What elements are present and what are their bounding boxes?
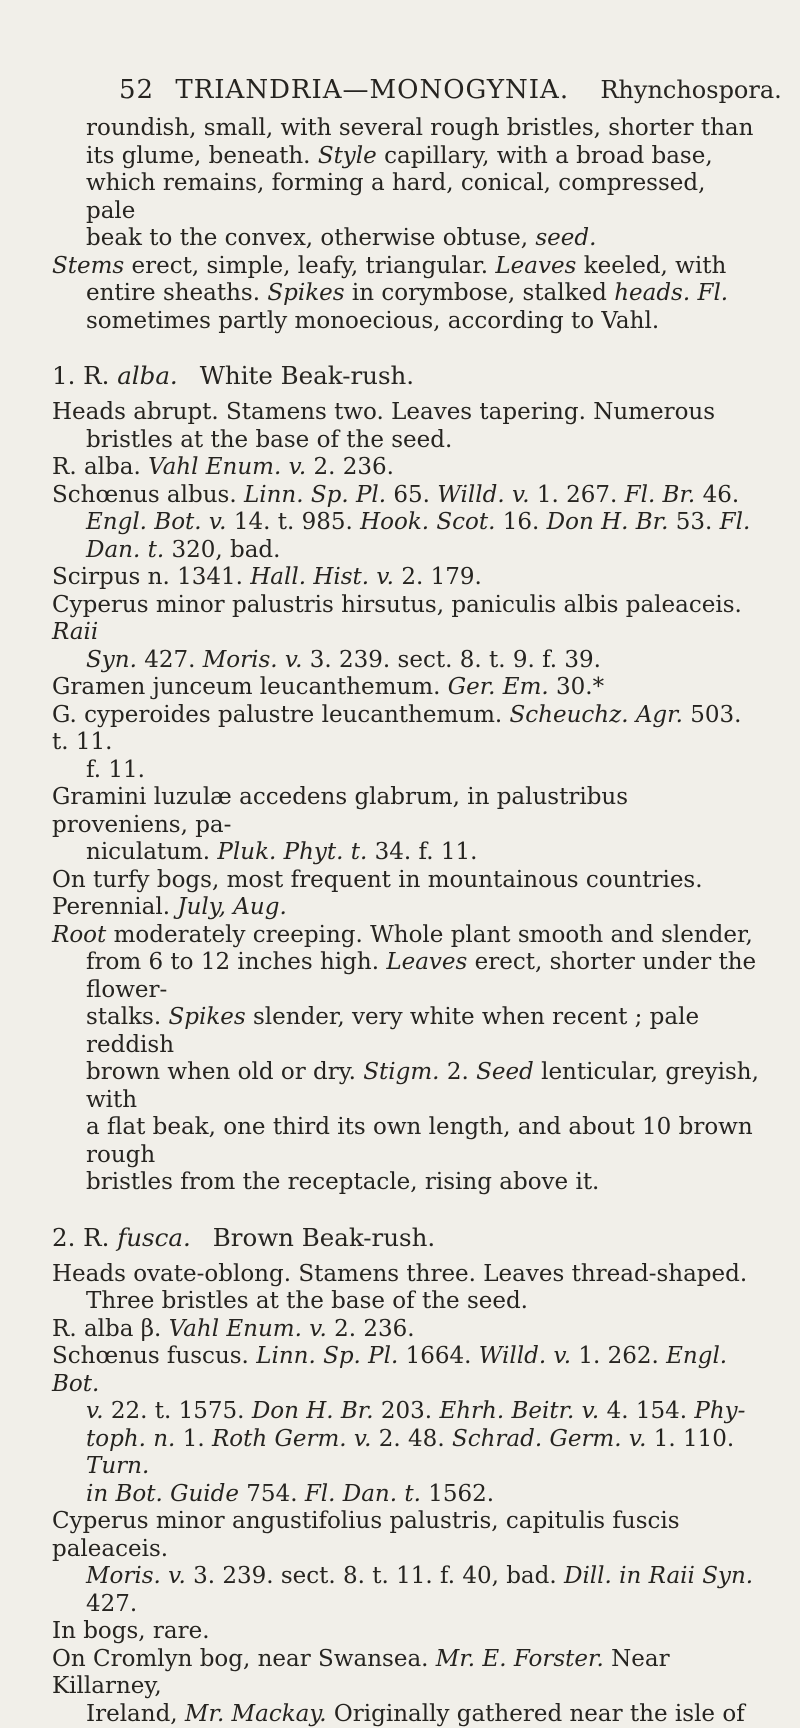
text-line: entire sheaths. Spikes in corymbose, stalked heads. Fl. bbox=[52, 280, 760, 308]
locality-line: Ireland, Mr. Mackay. Originally gathered near the isle of bbox=[52, 1701, 760, 1728]
species-entry-fusca bbox=[52, 1223, 760, 1728]
species-entry-alba bbox=[52, 361, 760, 1197]
text-line: which remains, forming a hard, conical, compressed, pale bbox=[52, 170, 760, 225]
genus-description bbox=[52, 115, 760, 335]
locality-line: On Cromlyn bog, near Swansea. Mr. E. Forster. Near Killarney, bbox=[52, 1646, 760, 1701]
description-line: a flat beak, one third its own length, and about 10 brown rough bbox=[52, 1114, 760, 1169]
synonym-line: Gramini luzulæ accedens glabrum, in palustribus proveniens, pa- bbox=[52, 784, 760, 839]
synonym-line: niculatum. Pluk. Phyt. t. 34. f. 11. bbox=[52, 839, 760, 867]
description-line: Root moderately creeping. Whole plant smooth and slender, bbox=[52, 922, 760, 950]
species-heading: 2. R. fusca. Brown Beak-rush. bbox=[52, 1223, 760, 1253]
synonym-line: toph. n. 1. Roth Germ. v. 2. 48. Schrad. Germ. v. 1. 110. Turn. bbox=[52, 1426, 760, 1481]
diagnosis-line: Heads abrupt. Stamens two. Leaves tapering. Numerous bbox=[52, 399, 760, 427]
page-title: TRIANDRIA—MONOGYNIA. bbox=[175, 75, 569, 105]
synonym-line: f. 11. bbox=[52, 757, 760, 785]
text-line: Stems erect, simple, leafy, triangular. Leaves keeled, with bbox=[52, 253, 760, 281]
description-line: brown when old or dry. Stigm. 2. Seed lenticular, greyish, with bbox=[52, 1059, 760, 1114]
species-heading: 1. R. alba. White Beak-rush. bbox=[52, 361, 760, 391]
text-line: its glume, beneath. Style capillary, with a broad base, bbox=[52, 143, 760, 171]
text-line: roundish, small, with several rough bristles, shorter than bbox=[52, 115, 760, 143]
synonym-line: Schœnus fuscus. Linn. Sp. Pl. 1664. Willd. v. 1. 262. Engl. Bot. bbox=[52, 1343, 760, 1398]
synonym-line: in Bot. Guide 754. Fl. Dan. t. 1562. bbox=[52, 1481, 760, 1509]
running-header bbox=[119, 75, 760, 105]
synonym-line: Scirpus n. 1341. Hall. Hist. v. 2. 179. bbox=[52, 564, 760, 592]
habitat-line: On turfy bogs, most frequent in mountainous countries. bbox=[52, 867, 760, 895]
synonym-line: Engl. Bot. v. 14. t. 985. Hook. Scot. 16. Don H. Br. 53. Fl. bbox=[52, 509, 760, 537]
synonym-line: Dan. t. 320, bad. bbox=[52, 537, 760, 565]
synonym-line: Syn. 427. Moris. v. 3. 239. sect. 8. t. 9. f. 39. bbox=[52, 647, 760, 675]
text-line: sometimes partly monoecious, according to Vahl. bbox=[52, 308, 760, 336]
genus-name: Rhynchospora. bbox=[600, 76, 781, 104]
habitat-line: In bogs, rare. bbox=[52, 1618, 760, 1646]
synonym-line: Gramen junceum leucanthemum. Ger. Em. 30.* bbox=[52, 674, 760, 702]
text-line: beak to the convex, otherwise obtuse, seed. bbox=[52, 225, 760, 253]
synonym-line: Moris. v. 3. 239. sect. 8. t. 11. f. 40, bad. Dill. in Raii Syn. 427. bbox=[52, 1563, 760, 1618]
diagnosis-line: Heads ovate-oblong. Stamens three. Leaves thread-shaped. bbox=[52, 1261, 760, 1289]
synonym-line: Cyperus minor angustifolius palustris, capitulis fuscis paleaceis. bbox=[52, 1508, 760, 1563]
synonym-line: G. cyperoides palustre leucanthemum. Scheuchz. Agr. 503. t. 11. bbox=[52, 702, 760, 757]
synonym-line: Cyperus minor palustris hirsutus, paniculis albis paleaceis. Raii bbox=[52, 592, 760, 647]
description-line: from 6 to 12 inches high. Leaves erect, shorter under the flower- bbox=[52, 949, 760, 1004]
diagnosis-line: Three bristles at the base of the seed. bbox=[52, 1288, 760, 1316]
synonym-line: R. alba β. Vahl Enum. v. 2. 236. bbox=[52, 1316, 760, 1344]
page-number: 52 bbox=[119, 75, 154, 105]
habitat-line: Perennial. July, Aug. bbox=[52, 894, 760, 922]
synonym-line: v. 22. t. 1575. Don H. Br. 203. Ehrh. Beitr. v. 4. 154. Phy- bbox=[52, 1398, 760, 1426]
synonym-line: R. alba. Vahl Enum. v. 2. 236. bbox=[52, 454, 760, 482]
description-line: bristles from the receptacle, rising above it. bbox=[52, 1169, 760, 1197]
synonym-line: Schœnus albus. Linn. Sp. Pl. 65. Willd. v. 1. 267. Fl. Br. 46. bbox=[52, 482, 760, 510]
diagnosis-line: bristles at the base of the seed. bbox=[52, 427, 760, 455]
description-line: stalks. Spikes slender, very white when recent ; pale reddish bbox=[52, 1004, 760, 1059]
